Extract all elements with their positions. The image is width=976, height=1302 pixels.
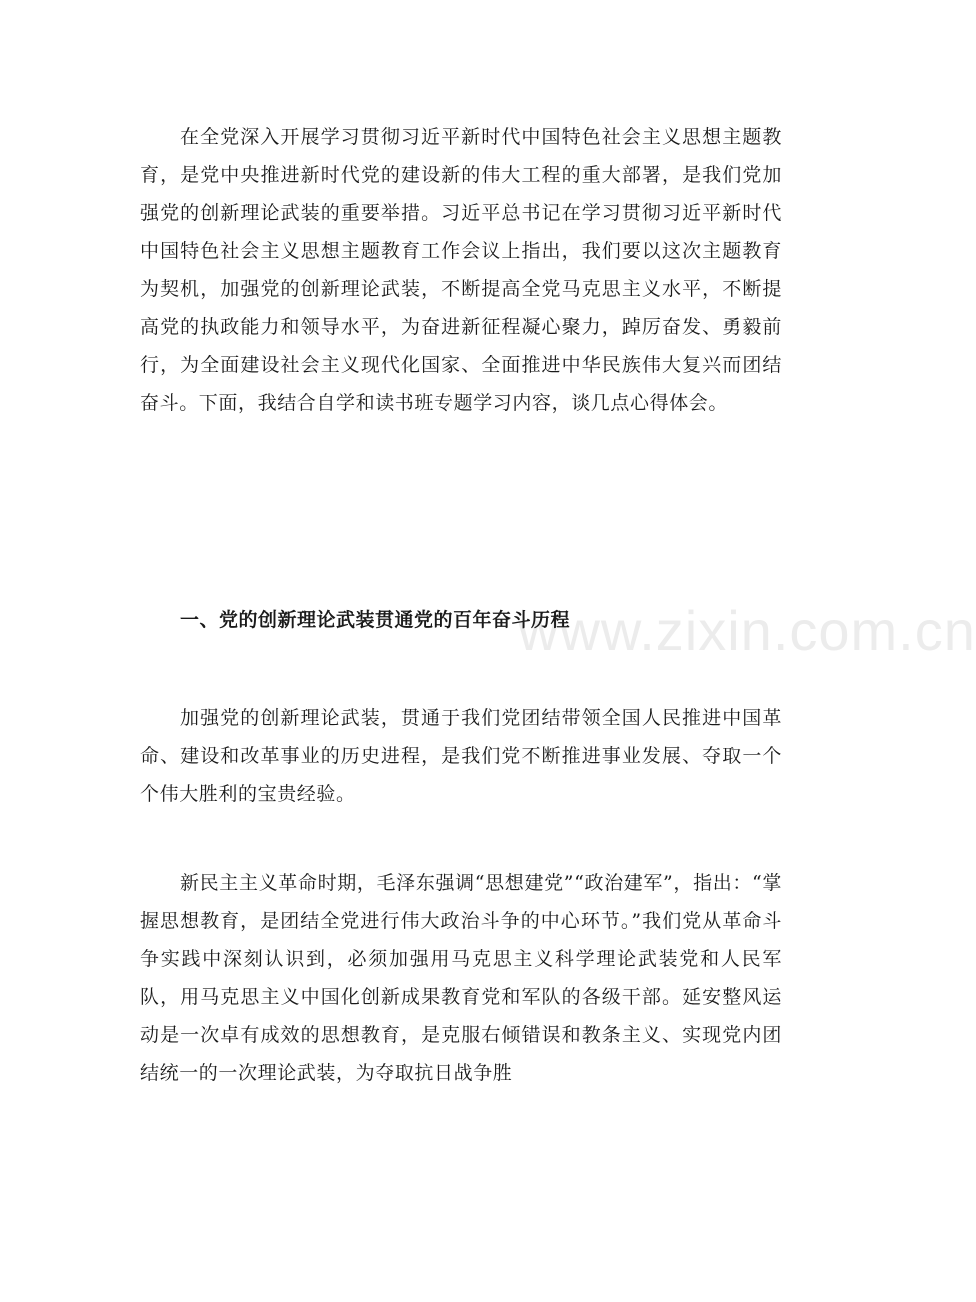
paragraph-section-1-summary: 加强党的创新理论武装，贯通于我们党团结带领全国人民推进中国革命、建设和改革事业的历史进程，是我们党不断推进事业发展、夺取一个个伟大胜利的宝贵经验。 [140,707,782,805]
watermark: www.zixin.com.cn [518,599,976,662]
paragraph-intro: 在全党深入开展学习贯彻习近平新时代中国特色社会主义思想主题教育，是党中央推进新时代党的建设新的伟大工程的重大部署，是我们党加强党的创新理论武装的重要举措。习近平总书记在学习贯彻习近平新时代中国特色社会主义思想主题教育工作会议上指出，我们要以这次主题教育为契机，加强党的创新理论武装，不断提高全党马克思主义水平，不断提高党的执政能力和领导水平，为奋进新征程凝心聚力，踔厉奋发、勇毅前行，为全面建设社会主义现代化国家、全面推进中华民族伟大复兴而团结奋斗。下面，我结合自学和读书班专题学习内容，谈几点心得体会。 [140,126,782,414]
paragraph-new-democratic-revolution: 新民主主义革命时期，毛泽东强调“思想建党”“政治建军”，指出：“掌握思想教育，是团结全党进行伟大政治斗争的中心环节。”我们党从革命斗争实践中深刻认识到，必须加强用马克思主义科学理论武装党和人民军队，用马克思主义中国化创新成果教育党和军队的各级干部。延安整风运动是一次卓有成效的思想教育，是克服右倾错误和教条主义、实现党内团结统一的一次理论武装，为夺取抗日战争胜 [140,872,782,1084]
section-heading-1: 一、党的创新理论武装贯通党的百年奋斗历程 [180,609,571,631]
